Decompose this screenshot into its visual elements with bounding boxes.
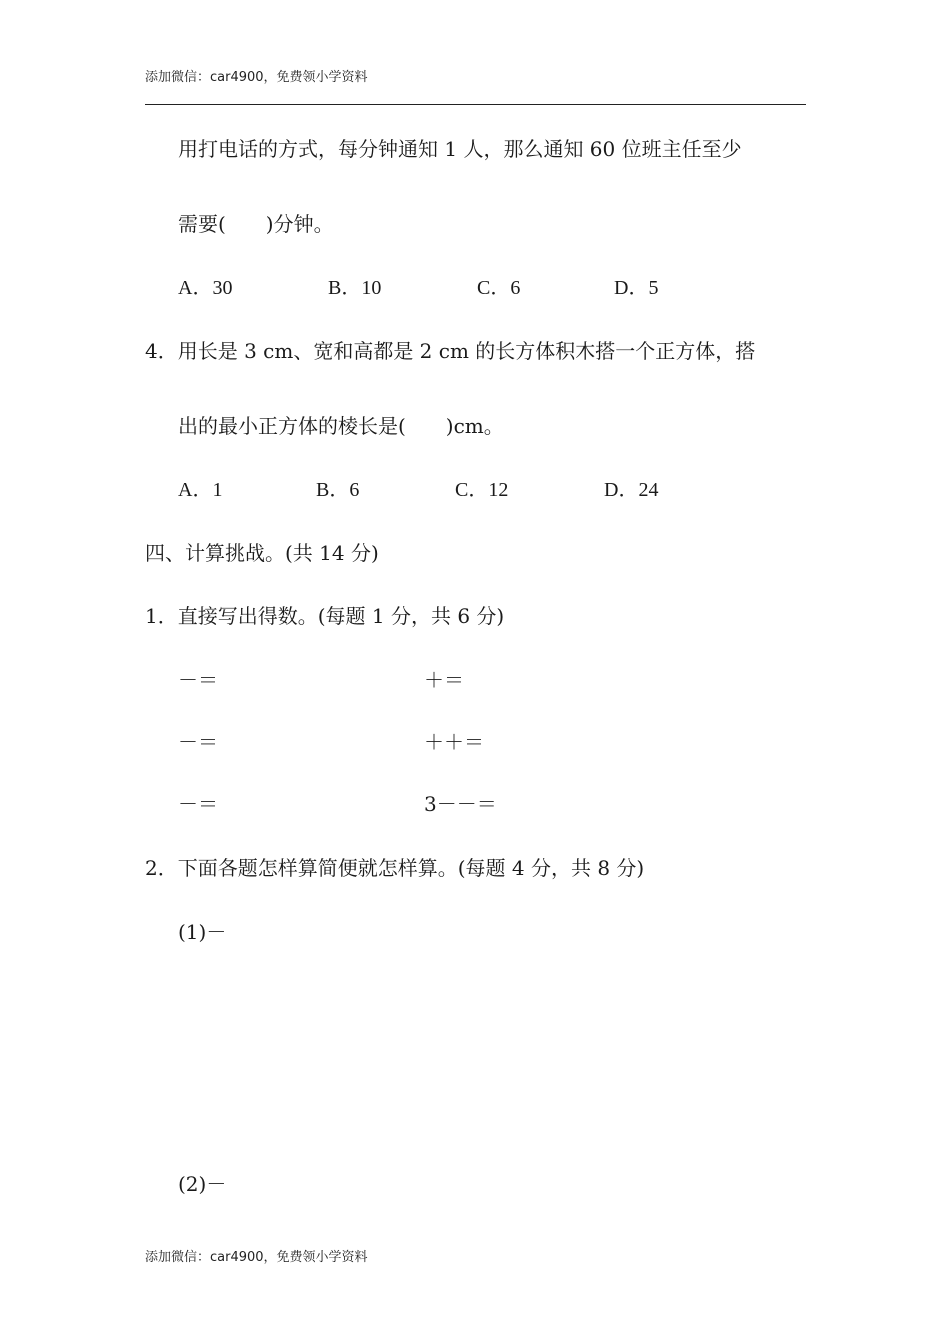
s4-q2-sub1: (1)－: [178, 920, 227, 944]
expr-1: －＝: [178, 668, 218, 692]
header-note: 添加微信：car4900，免费领小学资料: [145, 70, 368, 85]
q4-option-c: C．12: [455, 479, 509, 501]
q3-line2: 需要( )分钟。: [178, 212, 334, 236]
q3-option-d: D．5: [614, 277, 659, 299]
q4-line2: 出的最小正方体的棱长是( )cm。: [178, 414, 504, 438]
expr-3: －＝: [178, 730, 218, 754]
expr-5: －＝: [178, 792, 218, 816]
q4-option-b: B．6: [316, 479, 360, 501]
header-rule: [145, 104, 806, 105]
q3-option-a: A．30: [178, 277, 233, 299]
q4-line1: 4．用长是 3 cm、宽和高都是 2 cm 的长方体积木搭一个正方体，搭: [145, 339, 756, 363]
expr-4: ＋＋＝: [424, 730, 484, 754]
s4-q2-sub2: (2)－: [178, 1172, 227, 1196]
expr-2: ＋＝: [424, 668, 464, 692]
section4-title: 四、计算挑战。(共 14 分): [145, 541, 379, 565]
s4-q2-title: 2．下面各题怎样算简便就怎样算。(每题 4 分，共 8 分): [145, 856, 645, 880]
q4-option-a: A．1: [178, 479, 223, 501]
q3-option-b: B．10: [328, 277, 382, 299]
footer-note: 添加微信：car4900，免费领小学资料: [145, 1250, 368, 1265]
expr-6: 3－－＝: [424, 792, 497, 816]
q3-line1: 用打电话的方式，每分钟通知 1 人，那么通知 60 位班主任至少: [178, 137, 742, 161]
s4-q1-title: 1．直接写出得数。(每题 1 分，共 6 分): [145, 604, 505, 628]
q3-option-c: C．6: [477, 277, 521, 299]
q4-option-d: D．24: [604, 479, 659, 501]
